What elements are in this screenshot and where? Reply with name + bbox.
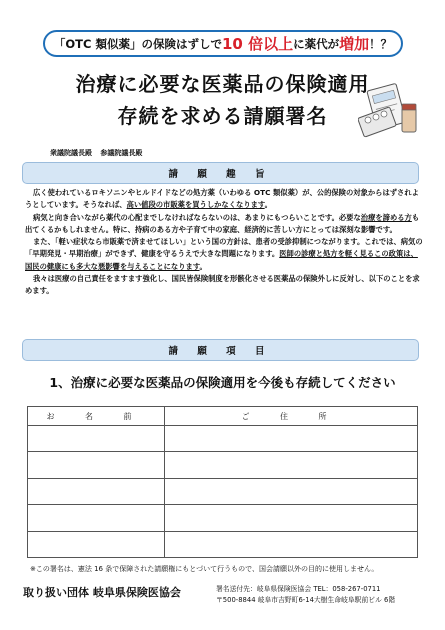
address-cell[interactable] [165,531,418,557]
signature-row [28,426,418,452]
headline-banner [43,30,403,57]
banner-text-2: に薬代が [293,36,340,51]
column-header-address: ご 住 所 [165,407,418,426]
banner-highlight-increase: 増加 [339,35,370,53]
banner-highlight-multiplier: 10 倍以上 [221,35,294,53]
purpose-text: 。 [264,200,272,210]
purpose-text: また、「軽い症状なら市販薬で済ませてほしい」という国の方針は、患者の受診抑制につながります。これでは、病気の「早期発見・早期治療」ができず、健康を守るうえで大きな問題になります。 [25,237,423,259]
name-cell[interactable] [28,531,165,557]
section-header-purpose: 請 願 趣 旨 [22,162,419,184]
purpose-paragraph-4: 我々は医療の自己責任をますます強化し、国民皆保険制度を形骸化させる医薬品の保険外しに反対し、以下のことを求めます。 [25,274,420,296]
name-cell[interactable] [28,426,165,452]
name-cell[interactable] [28,452,165,478]
signature-row [28,478,418,504]
purpose-text: 広く使われているロキソニンやヒルドイドなどの処方薬（いわゆる OTC 類似薬）が、公的保険の対象からはずされようとしています。そうなれば、 [25,188,419,210]
column-header-name: お 名 前 [28,407,165,426]
contact-line-1: 署名送付先：岐阜県保険医協会 TEL：058-267-0711 [216,585,381,593]
address-cell[interactable] [165,426,418,452]
purpose-text: も出てくるかもしれません。特に、持病のある方や子育て中の家庭、経済的に苦しい方にとっては深刻な影響です。 [25,212,420,234]
banner-text-3: ！？ [369,36,393,51]
signature-row [28,452,418,478]
petition-request-item: 1、治療に必要な医薬品の保険適用を今後も存続してください [49,375,396,390]
footnote: ※この署名は、憲法 16 条で保障された請願権にもとづいて行うもので、国会請願以外の目的に使用しません。 [30,565,379,573]
banner-text: 「OTC 類似薬」の保険はずしで [53,36,222,51]
organization-name: 取り扱い団体 岐阜県保険医協会 [23,586,181,599]
address-cell[interactable] [165,452,418,478]
purpose-paragraph-2 [25,212,423,237]
signature-row [28,531,418,557]
signature-table [27,406,418,558]
name-cell[interactable] [28,478,165,504]
contact-info [216,584,395,606]
name-cell[interactable] [28,505,165,531]
address-cell[interactable] [165,505,418,531]
address-cell[interactable] [165,478,418,504]
purpose-underlined-text: 医師の診療と処方を軽く見るこの政策は、国民の健康にも多大な悪影響を与えることになります [25,249,418,271]
signature-row [28,505,418,531]
purpose-text: 。 [199,261,207,271]
section-header-items: 請 願 項 目 [22,339,419,361]
addressees: 衆議院議長殿 参議院議長殿 [50,149,143,157]
purpose-underlined-text: 治療を諦める方 [360,212,412,222]
purpose-paragraph-1 [25,187,423,212]
medicine-illustration [358,78,420,138]
purpose-paragraph-3 [25,236,423,273]
purpose-underlined-text: 高い値段の市販薬を買うしかなくなります [126,200,265,210]
purpose-body [25,187,423,298]
page-title-line1: 治療に必要な医薬品の保険適用 [75,72,370,96]
purpose-text: 病気と向き合いながら薬代の心配までしなければならないのは、あまりにもつらいことです。必要な [33,212,361,222]
page-title-line2: 存続を求める請願署名 [117,104,328,128]
contact-line-2: 〒500-8844 岐阜市吉野町6-14大樹生命岐阜駅前ビル 6階 [216,596,396,604]
